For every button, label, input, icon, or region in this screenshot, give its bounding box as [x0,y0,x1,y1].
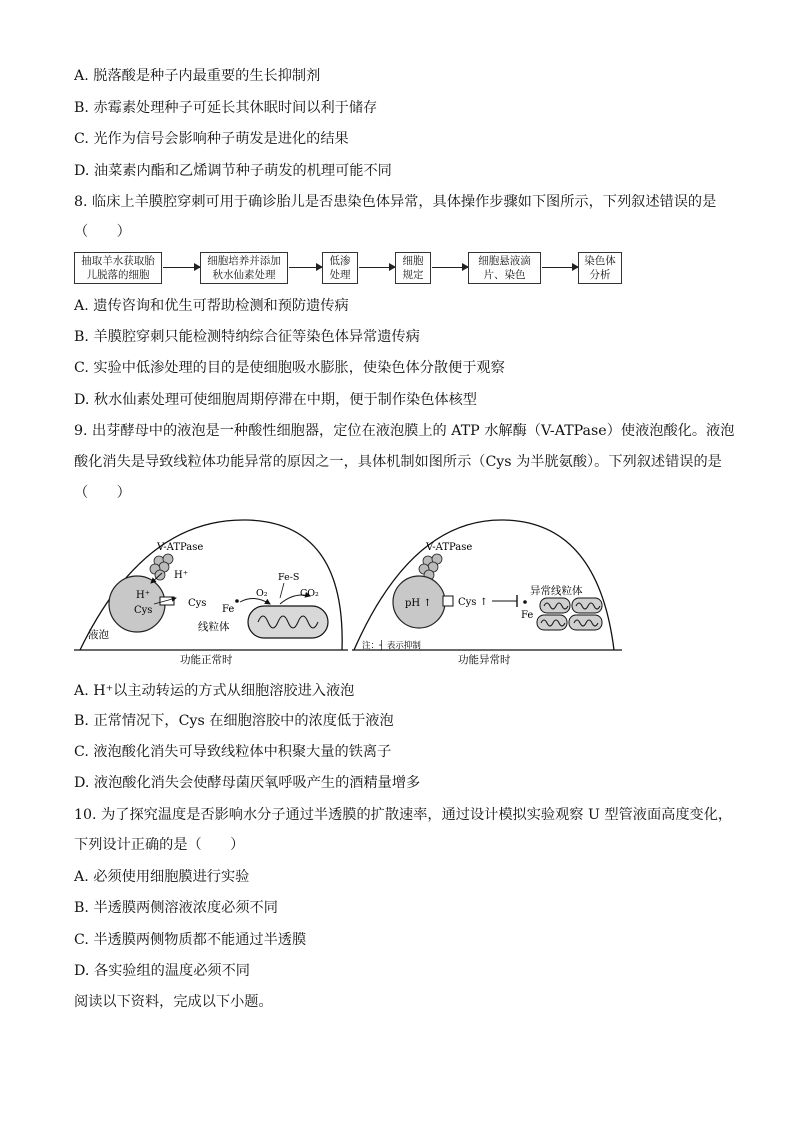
panel-normal [74,520,348,666]
h-plus-out-label: H⁺ [174,570,188,581]
q8-flowchart [74,252,634,286]
q10-option-d: D. 各实验组的温度必须不同 [74,963,250,979]
q10-option-c: C. 半透膜两侧物质都不能通过半透膜 [74,932,307,948]
fe-label: Fe [222,604,235,615]
q7-option-d: D. 油菜素内酯和乙烯调节种子萌发的机理可能不同 [74,163,392,179]
cys-label: Cys ↑ [458,597,488,608]
q8-option-a: A. 遗传咨询和优生可帮助检测和预防遗传病 [74,298,349,314]
caption-normal: 功能正常时 [180,654,233,666]
q9-figure [74,518,634,670]
q8-option-b: B. 羊膜腔穿刺只能检测特纳综合征等染色体异常遗传病 [74,329,420,345]
q9-option-b: B. 正常情况下，Cys 在细胞溶胶中的浓度低于液泡 [74,713,394,729]
q8-option-d: D. 秋水仙素处理可使细胞周期停滞在中期，便于制作染色体核型 [74,392,477,408]
q8-option-c: C. 实验中低渗处理的目的是使细胞吸水膨胀，使染色体分散便于观察 [74,360,505,376]
panel-abnormal [352,520,622,666]
cys-transporter [443,596,453,606]
vatpase-icon [150,554,173,580]
flow-arrow [289,267,322,268]
flow-step-2: 细胞培养并添加 秋水仙素处理 [200,252,288,284]
q9-stem-line2: 酸化消失是导致线粒体功能异常的原因之一，具体机制如图所示（Cys 为半胱氨酸）。下列叙述错误的是 [74,454,722,470]
q9-stem-line1: 9. 出芽酵母中的液泡是一种酸性细胞器，定位在液泡膜上的 ATP 水解酶（V-ATPase）使液泡酸化。液泡 [74,423,735,439]
inhibit-note: 注：┤ 表示抑制 [362,641,421,651]
abnormal-mito-label: 异常线粒体 [530,585,583,597]
h-plus-in-label: H⁺ [136,590,150,601]
q7-option-a: A. 脱落酸是种子内最重要的生长抑制剂 [74,68,321,84]
q9-option-d: D. 液泡酸化消失会使酵母菌厌氧呼吸产生的酒精量增多 [74,775,421,791]
ph-label: pH ↑ [405,598,432,609]
flow-step-3: 低渗 处理 [322,252,358,284]
flow-arrow [432,267,468,268]
mito-label: 线粒体 [198,621,230,633]
q9-option-c: C. 液泡酸化消失可导致线粒体中积聚大量的铁离子 [74,744,392,760]
flow-arrow [359,267,395,268]
fe-label: Fe [521,610,534,621]
flow-step-4: 细胞 规定 [395,252,431,284]
flow-step-6: 染色体 分析 [578,252,622,284]
co2-label: CO₂ [300,588,319,599]
q10-option-a: A. 必须使用细胞膜进行实验 [74,869,250,885]
q9-stem-line3: （ ） [74,485,131,501]
q10-stem-line1: 10. 为了探究温度是否影响水分子通过半透膜的扩散速率，通过设计模拟实验观察 U 型管液面高度变化， [74,807,733,823]
q10-option-b: B. 半透膜两侧溶液浓度必须不同 [74,900,278,916]
q7-option-b: B. 赤霉素处理种子可延长其休眠时间以利于储存 [74,100,378,116]
flow-step-1: 抽取羊水获取胎 儿脱落的细胞 [74,252,162,284]
caption-abnormal: 功能异常时 [458,654,511,666]
q8-stem-line1: 8. 临床上羊膜腔穿刺可用于确诊胎儿是否患染色体异常，具体操作步骤如下图所示，下列叙述错误的是 [74,194,717,210]
mitochondrion [248,606,328,638]
vatpase-label: V-ATPase [157,542,204,553]
cys-in-label: Cys [134,605,153,616]
abnormal-mitochondria [537,598,602,630]
vacuole [109,576,165,632]
o2-label: O₂ [256,588,268,599]
q7-option-c: C. 光作为信号会影响种子萌发是进化的结果 [74,131,349,147]
vatpase-label: V-ATPase [426,542,473,553]
fes-label: Fe-S [278,572,300,583]
vacuole-label: 液泡 [88,629,109,641]
reading-note: 阅读以下资料，完成以下小题。 [74,994,273,1010]
cys-out-label: Cys [188,598,207,609]
flow-arrow [163,267,200,268]
q8-stem-line2: （ ） [74,224,131,240]
flow-arrow [542,267,578,268]
q9-option-a: A. H⁺以主动转运的方式从细胞溶胶进入液泡 [74,683,355,699]
q10-stem-line2: 下列设计正确的是（ ） [74,837,245,853]
cys-transporter [160,597,174,605]
flow-step-5: 细胞悬液滴 片、染色 [468,252,541,284]
